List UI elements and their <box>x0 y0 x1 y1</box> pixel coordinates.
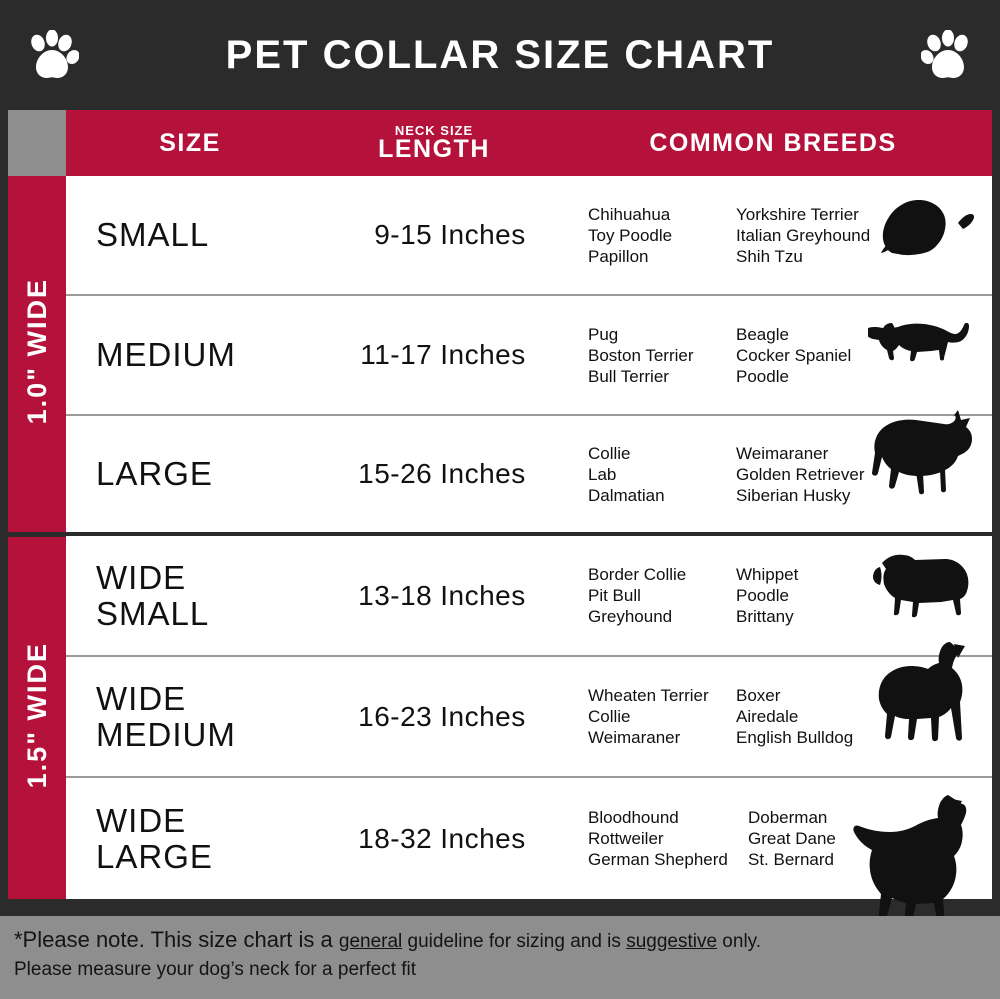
footer-note-line-2: Please measure your dog’s neck for a perfect fit <box>14 959 417 980</box>
breed-item: Collie <box>588 443 631 463</box>
size-label-line2: MEDIUM <box>96 715 236 753</box>
size-label-line1: WIDE <box>96 801 187 839</box>
breed-column-2 <box>736 204 876 267</box>
cell-breeds-wide-large <box>554 777 992 899</box>
breed-item: Yorkshire Terrier <box>736 204 859 224</box>
breed-column-2 <box>736 443 876 506</box>
length-unit: Inches <box>440 700 526 732</box>
page-title: PET COLLAR SIZE CHART <box>225 32 775 77</box>
table-header-row <box>8 110 992 176</box>
breed-item: Rottweiler <box>588 829 664 848</box>
cell-breeds-medium <box>554 295 992 415</box>
breed-item: Doberman <box>748 808 828 827</box>
breed-item: Italian Greyhound <box>736 225 871 245</box>
table-row <box>8 534 992 656</box>
cell-breeds-wide-small <box>554 534 992 656</box>
cell-length-wide-medium <box>314 656 554 777</box>
length-unit: Inches <box>440 219 526 250</box>
breed-item: Toy Poodle <box>588 225 673 245</box>
cell-length-wide-small <box>314 534 554 656</box>
breed-item: Lab <box>588 464 617 484</box>
length-range: 9-15 <box>374 219 433 250</box>
length-range: 11-17 <box>360 339 433 370</box>
breed-item: Poodle <box>736 586 789 605</box>
size-label <box>66 681 314 753</box>
group-label-text: 1.0" WIDE <box>21 278 52 425</box>
breed-item: Boston Terrier <box>588 345 694 365</box>
cell-length-wide-large <box>314 777 554 899</box>
size-label <box>66 560 314 632</box>
breed-item: Collie <box>588 707 631 726</box>
size-label: LARGE <box>96 455 213 492</box>
length-value <box>314 339 554 371</box>
breeds-container <box>554 324 992 387</box>
breeds-container <box>554 564 992 627</box>
breed-item: German Shepherd <box>588 850 728 869</box>
table-row <box>8 176 992 295</box>
breed-column-1 <box>588 807 748 870</box>
column-header-size <box>66 110 314 176</box>
breed-item: English Bulldog <box>736 728 854 747</box>
footer-text-mid: guideline for sizing and is <box>402 931 627 952</box>
breed-item: Weimaraner <box>736 443 829 463</box>
breed-column-1 <box>588 564 736 627</box>
breed-item: Bloodhound <box>588 808 679 827</box>
cell-length-large <box>314 415 554 534</box>
breed-item: Wheaten Terrier <box>588 686 709 705</box>
breed-item: Airedale <box>736 707 799 726</box>
group-label-text: 1.5" WIDE <box>21 642 52 789</box>
cell-length-small <box>314 176 554 295</box>
cell-size-large <box>66 415 314 534</box>
breed-item: Chihuahua <box>588 204 671 224</box>
length-value <box>314 823 554 855</box>
chart-header <box>0 0 1000 110</box>
cell-size-wide-large <box>66 777 314 899</box>
length-unit: Inches <box>440 822 526 854</box>
breed-item: Beagle <box>736 324 789 344</box>
length-value <box>314 219 554 251</box>
column-header-breeds <box>554 110 992 176</box>
breed-item: St. Bernard <box>748 850 834 869</box>
breeds-container <box>554 685 992 748</box>
length-range: 13-18 <box>358 579 433 611</box>
paw-print-icon <box>921 30 975 84</box>
cell-breeds-small <box>554 176 992 295</box>
length-range: 18-32 <box>358 822 433 854</box>
cell-size-medium <box>66 295 314 415</box>
table-header-blank <box>8 110 66 176</box>
cell-length-medium <box>314 295 554 415</box>
column-header-length-sublabel: NECK SIZE <box>394 122 474 138</box>
breeds-container <box>554 204 992 267</box>
breed-item: Boxer <box>736 686 781 705</box>
length-value <box>314 701 554 733</box>
length-unit: Inches <box>440 339 526 370</box>
breed-item: Brittany <box>736 607 794 626</box>
breeds-container <box>554 443 992 506</box>
breed-item: Great Dane <box>748 829 836 848</box>
breed-column-2 <box>748 807 888 870</box>
footer-asterisk: *Please note. This size chart is a <box>14 927 339 952</box>
breed-column-1 <box>588 685 736 748</box>
breed-item: Poodle <box>736 366 789 386</box>
group-label-1-5-wide <box>8 534 66 899</box>
size-label-line1: WIDE <box>96 679 187 717</box>
breed-item: Papillon <box>588 246 649 266</box>
breed-item: Border Collie <box>588 565 687 584</box>
column-header-size-label: SIZE <box>159 128 221 157</box>
size-label-line1: WIDE <box>96 558 187 596</box>
breed-column-2 <box>736 324 876 387</box>
cell-size-small <box>66 176 314 295</box>
breed-column-2 <box>736 564 876 627</box>
cell-breeds-wide-medium <box>554 656 992 777</box>
cell-size-wide-medium <box>66 656 314 777</box>
length-range: 16-23 <box>358 700 433 732</box>
cell-size-wide-small <box>66 534 314 656</box>
length-value <box>314 458 554 490</box>
footer-emphasis-general: general <box>338 931 403 952</box>
length-unit: Inches <box>440 458 526 489</box>
size-label-line2: SMALL <box>96 594 210 632</box>
table-row <box>8 415 992 534</box>
size-label: SMALL <box>96 216 210 253</box>
table-row <box>8 777 992 899</box>
breed-item: Shih Tzu <box>736 246 803 266</box>
paw-print-icon <box>25 30 79 84</box>
breed-item: Dalmatian <box>588 485 665 505</box>
chart-footer <box>0 916 1000 999</box>
breed-item: Cocker Spaniel <box>736 345 852 365</box>
length-range: 15-26 <box>358 458 433 489</box>
breed-item: Whippet <box>736 565 799 584</box>
breed-item: Pug <box>588 324 619 344</box>
column-header-breeds-label: COMMON BREEDS <box>649 128 897 157</box>
footer-emphasis-suggestive: suggestive <box>626 931 718 952</box>
breed-column-2 <box>736 685 876 748</box>
breed-column-1 <box>588 324 736 387</box>
breed-column-1 <box>588 204 736 267</box>
footer-note-line-1 <box>14 926 984 956</box>
breed-item: Golden Retriever <box>736 464 865 484</box>
breed-column-1 <box>588 443 736 506</box>
breed-item: Weimaraner <box>588 728 681 747</box>
breed-item: Siberian Husky <box>736 485 851 505</box>
breed-item: Pit Bull <box>588 586 641 605</box>
table-row <box>8 295 992 415</box>
breed-item: Bull Terrier <box>588 366 669 386</box>
group-label-1-0-wide <box>8 176 66 534</box>
length-unit: Inches <box>440 579 526 611</box>
size-label <box>66 803 314 875</box>
table-row <box>8 656 992 777</box>
breed-item: Greyhound <box>588 607 673 626</box>
column-header-length <box>314 110 554 176</box>
footer-text-end: only. <box>717 931 762 952</box>
length-value <box>314 580 554 612</box>
size-chart-table-wrapper <box>8 110 992 916</box>
column-header-length-label: LENGTH <box>378 134 490 163</box>
size-chart-table <box>8 110 992 899</box>
cell-breeds-large <box>554 415 992 534</box>
size-label: MEDIUM <box>96 336 236 373</box>
size-label-line2: LARGE <box>96 837 213 875</box>
breeds-container <box>554 807 992 870</box>
